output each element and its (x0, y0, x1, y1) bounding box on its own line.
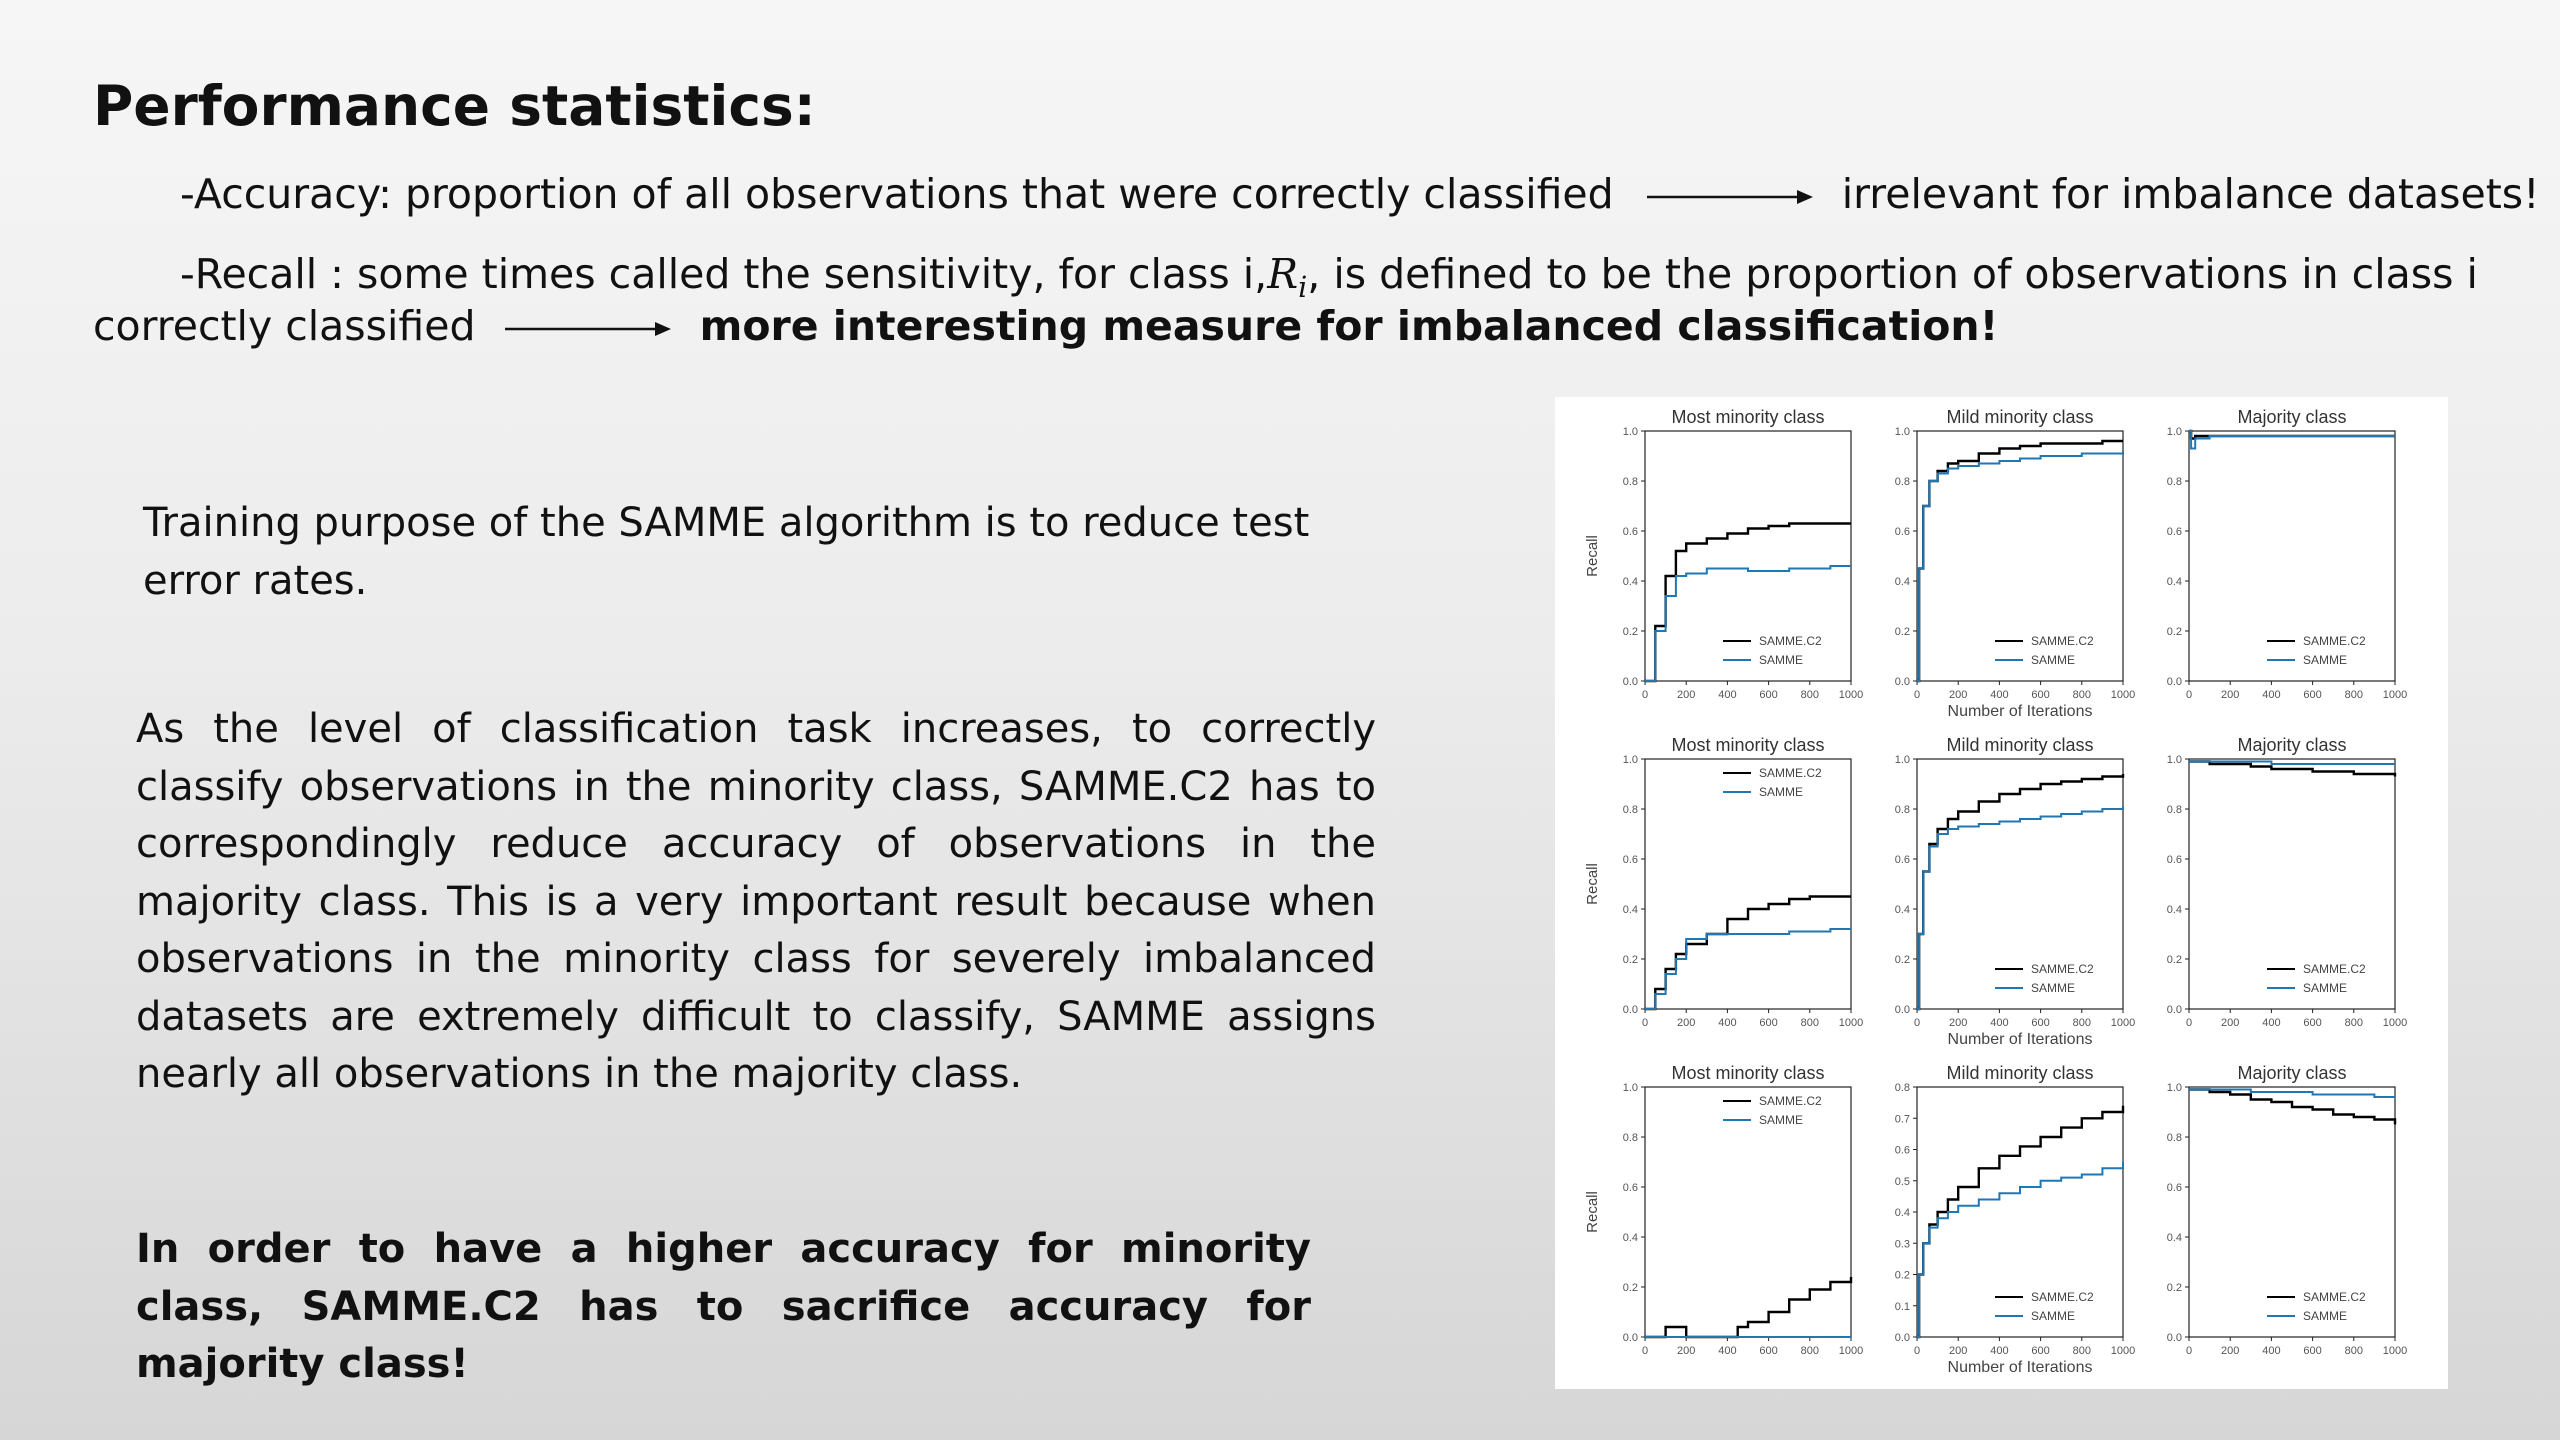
x-tick-label: 200 (2221, 1345, 2240, 1357)
x-tick-label: 1000 (2110, 1017, 2136, 1029)
panel-title: Majority class (2237, 735, 2347, 755)
x-tick-label: 200 (2221, 1017, 2240, 1029)
slide-title: Performance statistics: (93, 74, 816, 138)
x-axis-label: Number of Iterations (1947, 703, 2093, 720)
y-tick-label: 0.6 (1894, 854, 1910, 866)
y-tick-label: 0.1 (1894, 1300, 1910, 1313)
x-tick-label: 600 (1759, 1017, 1778, 1029)
recall-line-2 (93, 302, 1998, 350)
y-tick-label: 0.2 (1622, 626, 1638, 638)
y-tick-label: 1.0 (1894, 754, 1910, 766)
x-tick-label: 0 (2185, 1017, 2193, 1029)
legend-label: SAMME (1759, 785, 1804, 799)
y-tick-label: 0.2 (1622, 1282, 1638, 1294)
y-tick-label: 0.4 (2166, 904, 2182, 916)
y-tick-label: 0.0 (2166, 1004, 2182, 1016)
x-tick-label: 0 (1641, 689, 1649, 701)
y-tick-label: 0.6 (2166, 1182, 2182, 1194)
legend-label: SAMME (2031, 981, 2076, 995)
chart-panel (2167, 1063, 2408, 1357)
x-tick-label: 800 (2072, 689, 2091, 701)
x-tick-label: 600 (2303, 1345, 2322, 1357)
recall-figure (1555, 397, 2448, 1389)
x-axis-label: Number of Iterations (1947, 1031, 2093, 1048)
x-tick-label: 1000 (1838, 689, 1864, 701)
plot-frame (1645, 1087, 1851, 1337)
x-tick-label: 800 (2072, 1345, 2091, 1357)
y-tick-label: 0.0 (1622, 1332, 1638, 1344)
x-tick-label: 200 (1677, 1017, 1696, 1029)
legend-label: SAMME.C2 (1759, 634, 1822, 648)
recall-line-1 (180, 250, 2478, 305)
x-tick-label: 0 (2185, 689, 2193, 701)
recall-chart-grid (1555, 397, 2448, 1389)
y-tick-label: 0.2 (2166, 1282, 2182, 1294)
panel-title: Mild minority class (1946, 407, 2094, 427)
legend-label: SAMME (2031, 1309, 2076, 1323)
x-tick-label: 400 (1718, 1345, 1737, 1357)
legend-label: SAMME.C2 (2303, 962, 2366, 976)
legend-label: SAMME (1759, 653, 1804, 667)
x-tick-label: 200 (1677, 1345, 1696, 1357)
legend-label: SAMME.C2 (2031, 962, 2094, 976)
y-tick-label: 0.4 (1894, 1207, 1910, 1219)
y-tick-label: 1.0 (1894, 426, 1910, 438)
x-tick-label: 800 (2344, 1345, 2363, 1357)
panel-title: Mild minority class (1946, 1063, 2094, 1083)
x-tick-label: 1000 (2382, 1345, 2408, 1357)
accuracy-line (180, 170, 2540, 218)
y-tick-label: 0.8 (1894, 1082, 1910, 1094)
y-tick-label: 0.6 (1894, 1144, 1910, 1157)
y-axis-label: Recall (1584, 535, 1601, 577)
legend-label: SAMME (2031, 653, 2076, 667)
chart-panel (1895, 407, 2136, 720)
chart-panel (2167, 735, 2408, 1029)
x-tick-label: 600 (2031, 1345, 2050, 1357)
conclusion-text: In order to have a higher accuracy for minority class, SAMME.C2 has to sacrifice accuracy for majority class! (136, 1226, 1311, 1387)
y-tick-label: 0.0 (1622, 676, 1638, 688)
right-arrow-icon (1645, 186, 1815, 208)
legend-label: SAMME (2303, 981, 2348, 995)
x-tick-label: 400 (1718, 689, 1737, 701)
recall-symbol: $R_i$, is defined to be the proportion of observations in class i (1267, 250, 2478, 305)
y-tick-label: 0.6 (1622, 526, 1638, 538)
classification-level-paragraph: As the level of classification task increases, to correctly classify observations in the minority class, SAMME.C2 has to correspondingly reduce accuracy of observations in the majority class. This is a very important result because when observations in the minority class for severely imbalanced datasets are extremely difficult to classify, SAMME assigns nearly all observations in the majority class. (136, 706, 1376, 1097)
x-tick-label: 200 (1949, 1017, 1968, 1029)
x-tick-label: 800 (2344, 689, 2363, 701)
x-tick-label: 0 (1913, 1345, 1921, 1357)
y-tick-label: 0.8 (1894, 476, 1910, 488)
x-tick-label: 400 (2262, 689, 2281, 701)
x-tick-label: 0 (1913, 1017, 1921, 1029)
chart-panel (2167, 407, 2408, 701)
y-tick-label: 0.2 (2166, 954, 2182, 966)
y-axis-label: Recall (1584, 1191, 1601, 1233)
y-tick-label: 0.4 (1894, 904, 1910, 916)
y-tick-label: 0.4 (2166, 1232, 2182, 1244)
x-tick-label: 0 (1641, 1345, 1649, 1357)
legend-label: SAMME.C2 (2303, 634, 2366, 648)
x-tick-label: 1000 (2110, 1345, 2136, 1357)
recall-definition-continuation: correctly classified (93, 302, 476, 350)
legend-label: SAMME.C2 (2303, 1290, 2366, 1304)
panel-title: Majority class (2237, 407, 2347, 427)
y-tick-label: 0.8 (2166, 1132, 2182, 1144)
x-tick-label: 400 (1990, 689, 2009, 701)
y-tick-label: 1.0 (1622, 426, 1638, 438)
recall-definition-end: , is defined to be the proportion of observations in class i (1307, 250, 2478, 298)
x-tick-label: 800 (2072, 1017, 2091, 1029)
x-tick-label: 400 (2262, 1345, 2281, 1357)
y-tick-label: 1.0 (1622, 1082, 1638, 1094)
x-tick-label: 0 (1913, 689, 1921, 701)
y-tick-label: 0.0 (1894, 676, 1910, 688)
y-tick-label: 0.0 (1622, 1004, 1638, 1016)
chart-panel (1584, 1063, 1863, 1357)
x-tick-label: 1000 (2382, 1017, 2408, 1029)
legend-label: SAMME (2303, 1309, 2348, 1323)
chart-panel (1895, 1063, 2136, 1376)
y-tick-label: 1.0 (2166, 426, 2182, 438)
legend-label: SAMME (2303, 653, 2348, 667)
y-tick-label: 1.0 (2166, 754, 2182, 766)
y-tick-label: 0.2 (1622, 954, 1638, 966)
x-tick-label: 200 (1949, 689, 1968, 701)
x-tick-label: 600 (2031, 689, 2050, 701)
x-tick-label: 1000 (2382, 689, 2408, 701)
x-tick-label: 600 (2303, 1017, 2322, 1029)
y-tick-label: 0.4 (1622, 904, 1638, 916)
y-tick-label: 0.8 (2166, 476, 2182, 488)
x-tick-label: 400 (1990, 1017, 2009, 1029)
x-tick-label: 200 (1677, 689, 1696, 701)
training-purpose-text: Training purpose of the SAMME algorithm is to reduce test error rates. (143, 500, 1310, 604)
x-tick-label: 0 (2185, 1345, 2193, 1357)
legend-label: SAMME.C2 (1759, 766, 1822, 780)
y-tick-label: 0.0 (1894, 1332, 1910, 1344)
x-tick-label: 400 (1718, 1017, 1737, 1029)
x-tick-label: 200 (1949, 1345, 1968, 1357)
chart-panel (1584, 735, 1863, 1029)
y-tick-label: 0.4 (1622, 576, 1638, 588)
y-tick-label: 0.6 (1622, 854, 1638, 866)
recall-definition-start: -Recall : some times called the sensitivity, for class i, (180, 250, 1268, 298)
x-tick-label: 800 (1800, 1017, 1819, 1029)
chart-panel (1584, 407, 1863, 701)
accuracy-definition: -Accuracy: proportion of all observations that were correctly classified (180, 170, 1614, 218)
x-tick-label: 0 (1641, 1017, 1649, 1029)
right-arrow-icon (503, 318, 673, 340)
x-tick-label: 1000 (2110, 689, 2136, 701)
y-tick-label: 0.5 (1894, 1175, 1910, 1188)
y-tick-label: 0.3 (1894, 1238, 1910, 1251)
y-tick-label: 0.2 (1894, 626, 1910, 638)
x-tick-label: 400 (1990, 1345, 2009, 1357)
y-tick-label: 0.4 (2166, 576, 2182, 588)
x-tick-label: 600 (2031, 1017, 2050, 1029)
x-tick-label: 600 (2303, 689, 2322, 701)
x-axis-label: Number of Iterations (1947, 1359, 2093, 1376)
legend-label: SAMME.C2 (2031, 634, 2094, 648)
y-tick-label: 0.8 (2166, 804, 2182, 816)
y-tick-label: 0.4 (1622, 1232, 1638, 1244)
y-tick-label: 0.8 (1622, 476, 1638, 488)
recall-conclusion: more interesting measure for imbalanced classification! (699, 302, 1999, 350)
legend-label: SAMME (1759, 1113, 1804, 1127)
x-tick-label: 600 (1759, 1345, 1778, 1357)
accuracy-conclusion: irrelevant for imbalance datasets! (1841, 170, 2540, 218)
x-tick-label: 1000 (1838, 1017, 1864, 1029)
y-tick-label: 0.0 (1894, 1004, 1910, 1016)
legend-label: SAMME.C2 (2031, 1290, 2094, 1304)
y-tick-label: 0.2 (2166, 626, 2182, 638)
y-tick-label: 0.0 (2166, 1332, 2182, 1344)
y-tick-label: 1.0 (2166, 1082, 2182, 1094)
panel-title: Most minority class (1671, 1063, 1825, 1083)
y-tick-label: 0.7 (1894, 1113, 1910, 1126)
y-tick-label: 0.6 (1894, 526, 1910, 538)
x-tick-label: 800 (1800, 1345, 1819, 1357)
x-tick-label: 1000 (1838, 1345, 1864, 1357)
y-tick-label: 0.6 (1622, 1182, 1638, 1194)
y-tick-label: 0.8 (1894, 804, 1910, 816)
y-axis-label: Recall (1584, 863, 1601, 905)
panel-title: Majority class (2237, 1063, 2347, 1083)
panel-title: Most minority class (1671, 735, 1825, 755)
panel-title: Most minority class (1671, 407, 1825, 427)
y-tick-label: 0.4 (1894, 576, 1910, 588)
legend-label: SAMME.C2 (1759, 1094, 1822, 1108)
x-tick-label: 800 (2344, 1017, 2363, 1029)
x-tick-label: 200 (2221, 689, 2240, 701)
x-tick-label: 400 (2262, 1017, 2281, 1029)
y-tick-label: 0.6 (2166, 526, 2182, 538)
x-tick-label: 600 (1759, 689, 1778, 701)
y-tick-label: 0.8 (1622, 804, 1638, 816)
y-tick-label: 0.8 (1622, 1132, 1638, 1144)
y-tick-label: 0.2 (1894, 954, 1910, 966)
chart-panel (1895, 735, 2136, 1048)
y-tick-label: 0.2 (1894, 1269, 1910, 1282)
x-tick-label: 800 (1800, 689, 1819, 701)
panel-title: Mild minority class (1946, 735, 2094, 755)
y-tick-label: 0.0 (2166, 676, 2182, 688)
y-tick-label: 0.6 (2166, 854, 2182, 866)
y-tick-label: 1.0 (1622, 754, 1638, 766)
